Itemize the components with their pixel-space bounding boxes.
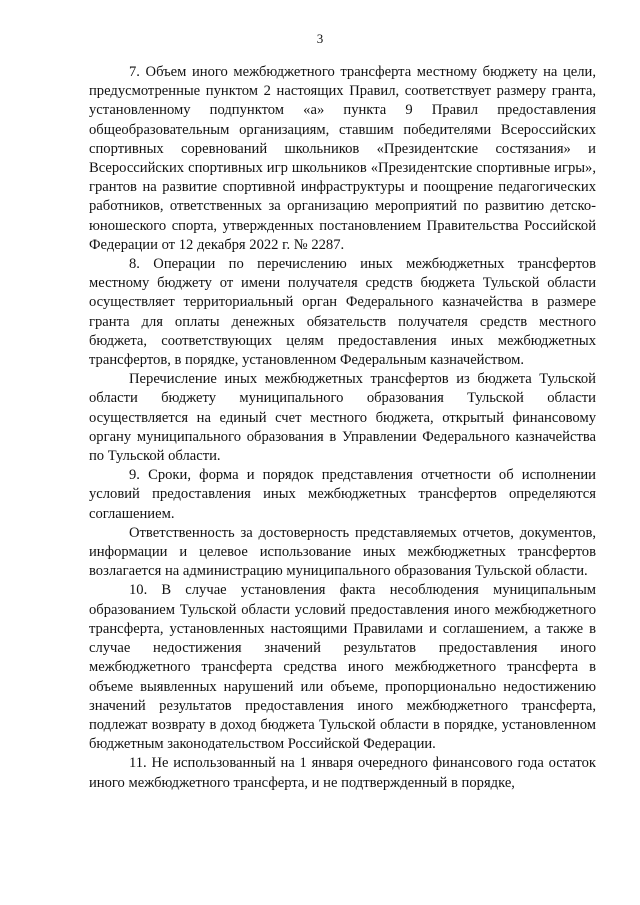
- paragraph-7: 7. Объем иного межбюджетного трансферта местному бюджету на цели, предусмотренные пунктом 2 настоящих Правил, соответствует размеру гранта, установленному подпунктом «а» пункта 9 Правил предоставления общеобразовательным организациям, ставшим победителями Всероссийских спортивных соревнований школьников «Президентские состязания» и Всероссийских спортивных игр школьников «Президентские спортивные игры», грантов на развитие спортивной инфраструктуры и поощрение педагогических работников, ответственных за организацию мероприятий по развитию детско-юношеского спорта, утвержденных постановлением Правительства Российской Федерации от 12 декабря 2022 г. № 2287.: [89, 64, 596, 253]
- paragraph-8: 8. Операции по перечислению иных межбюджетных трансфертов местному бюджету от имени получателя средств бюджета Тульской области осуществляет территориальный орган Федерального казначейства в размере гранта для оплаты денежных обязательств получателя средств местного бюджета, соответствующих целям предоставления иных межбюджетных трансфертов, в порядке, установленном Федеральным казначейством.: [89, 256, 596, 369]
- document-body: [89, 63, 596, 793]
- paragraph-9: 9. Сроки, форма и порядок представления отчетности об исполнении условий предоставления иных межбюджетных трансфертов определяются соглашением.: [89, 467, 596, 522]
- paragraph-9-responsibility: Ответственность за достоверность представляемых отчетов, документов, информации и целевое использование иных межбюджетных трансфертов возлагается на администрацию муниципального образования Тульской области.: [89, 524, 596, 580]
- paragraph-11: 11. Не использованный на 1 января очередного финансового года остаток иного межбюджетного трансферта, и не подтвержденный в порядке,: [89, 755, 596, 791]
- page-number: 3: [316, 31, 324, 46]
- paragraph-8-transfer: Перечисление иных межбюджетных трансфертов из бюджета Тульской области бюджету муниципального образования Тульской области осуществляется на единый счет местного бюджета, открытый финансовому органу муниципального образования в Управлении Федерального казначейства по Тульской области.: [89, 371, 596, 465]
- paragraph-10: 10. В случае установления факта несоблюдения муниципальным образованием Тульской области условий предоставления иного межбюджетного трансферта, установленных настоящими Правилами и соглашением, а также в случае недостижения значений результатов предоставления иного межбюджетного трансферта средства иного межбюджетного трансферта в объеме выявленных нарушений или объеме, пропорционально недостижению значений результатов предоставления иного межбюджетного трансферта, подлежат возврату в доход бюджета Тульской области в порядке, установленном бюджетным законодательством Российской Федерации.: [89, 582, 596, 753]
